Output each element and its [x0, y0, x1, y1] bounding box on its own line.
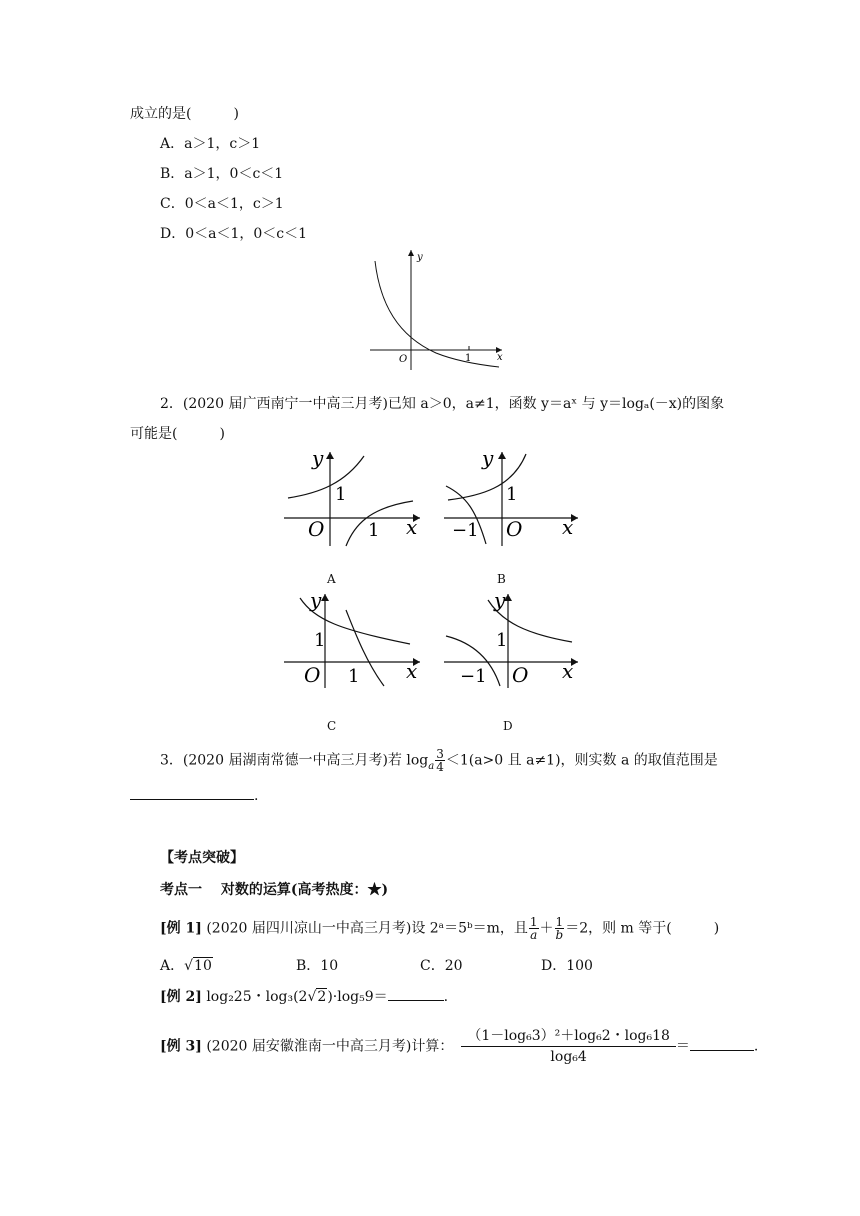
ex1-post: ＝2，则 m 等于( )	[565, 920, 720, 937]
q2d-x: x	[562, 659, 574, 683]
ex1-line	[160, 916, 719, 941]
ex2-end: .	[443, 989, 449, 1005]
q2-label-c: C	[327, 719, 337, 733]
ex1-f1-den: a	[530, 928, 538, 942]
q3-blank[interactable]	[130, 787, 254, 800]
ex2-blank[interactable]	[388, 988, 444, 1001]
q3-pre: 3．(2020 届湖南常德一中高三月考)若 log	[160, 752, 429, 769]
q2a-1y: 1	[335, 484, 347, 505]
q1-stem-tail: 成立的是( )	[130, 106, 239, 122]
ex1-option-c: C．20	[420, 958, 463, 974]
q2c-1y: 1	[314, 630, 326, 651]
q2-label-a: A	[327, 572, 336, 586]
q3-frac-den: 4	[436, 760, 444, 774]
ex1-frac2	[555, 916, 565, 941]
sqrt-icon: √	[184, 958, 194, 974]
q3-sub: a	[428, 760, 435, 772]
q3-frac	[435, 748, 445, 773]
section-point: 考点一 对数的运算(高考热度：★)	[160, 882, 389, 898]
ex3-end: .	[753, 1038, 759, 1055]
q2a-y: y	[312, 448, 324, 470]
q2-label-d: D	[503, 719, 513, 733]
ex1-plus: ＋	[539, 920, 554, 937]
ex1-f1-num: 1	[529, 915, 538, 929]
q1-option-a: A．a＞1，c＞1	[160, 136, 261, 152]
q3-end: .	[254, 788, 259, 804]
q2-graph-d	[440, 590, 585, 690]
ex1-option-a-label: A．	[160, 958, 185, 974]
q2c-o: O	[304, 663, 321, 687]
ex2-label: [例 2]	[160, 989, 202, 1005]
q2a-x: x	[406, 515, 418, 539]
q2d-1y: 1	[496, 630, 508, 651]
ex3-eq: ＝	[675, 1038, 690, 1055]
q1-option-d: D．0＜a＜1，0＜c＜1	[160, 226, 308, 242]
ex3-label: [例 3]	[160, 1038, 202, 1055]
q2d-y: y	[494, 590, 506, 612]
ex1-option-d: D．100	[541, 958, 593, 974]
ex3-blank[interactable]	[690, 1038, 754, 1051]
q2d-o: O	[512, 663, 529, 687]
ex1-option-a	[160, 956, 213, 976]
ex1-frac1	[529, 916, 539, 941]
q3-post: ＜1(a>0 且 a≠1)，则实数 a 的取值范围是	[445, 752, 718, 769]
q3-line	[160, 748, 718, 773]
q3-frac-num: 3	[436, 747, 444, 761]
q1-graph-y: y	[417, 252, 423, 263]
q2c-1x: 1	[348, 666, 360, 687]
q1-option-b: B．a＞1，0＜c＜1	[160, 166, 284, 182]
q2b-1y: 1	[506, 484, 518, 505]
ex1-pre: (2020 届四川凉山一中高三月考)设 2ᵃ＝5ᵇ＝m，且	[201, 920, 528, 937]
ex2-line	[160, 987, 448, 1007]
q1-graph-o: O	[399, 354, 408, 365]
q2a-1x: 1	[368, 520, 380, 541]
q1-graph-1: 1	[465, 353, 472, 364]
q2c-y: y	[310, 590, 322, 612]
q2d-m1: −1	[460, 666, 487, 687]
ex1-f2-num: 1	[555, 915, 564, 929]
ex3-pre: (2020 届安徽淮南一中高三月考)计算：	[201, 1038, 454, 1055]
ex2-sqrt: 2	[317, 989, 327, 1005]
q1-option-c: C．0＜a＜1，c＞1	[160, 196, 284, 212]
q3-answer-line	[130, 786, 258, 806]
sqrt-icon: √	[307, 989, 317, 1005]
q2b-o: O	[506, 517, 523, 541]
q2-graph-b	[440, 448, 585, 548]
q1-graph-x: x	[497, 352, 503, 363]
q2-graph-c	[280, 590, 425, 690]
q2-label-b: B	[497, 572, 506, 586]
q2a-o: O	[308, 517, 325, 541]
ex2-text-a: log₂25・log₃(2	[201, 989, 308, 1005]
ex2-text-b: )·log₅9＝	[327, 989, 388, 1005]
ex1-option-a-sqrt: 10	[194, 958, 212, 974]
q2b-m1: −1	[452, 520, 479, 541]
ex1-f2-den: b	[555, 928, 564, 942]
ex3-line	[160, 1026, 758, 1067]
ex3-num: （1－log₆3）²＋log₆2・log₆18	[461, 1026, 676, 1047]
q2-line1: 2．(2020 届广西南宁一中高三月考)已知 a＞0，a≠1，函数 y＝aˣ 与 y＝logₐ(－x)的图象	[160, 396, 725, 412]
section-title: 【考点突破】	[160, 850, 244, 866]
q1-graph	[366, 244, 506, 374]
ex3-den: log₆4	[550, 1049, 587, 1065]
ex1-label: [例 1]	[160, 920, 202, 937]
q2-line2: 可能是( )	[130, 426, 225, 442]
q2-graph-a	[280, 448, 425, 548]
q2c-x: x	[406, 659, 418, 683]
ex3-frac	[461, 1026, 676, 1067]
q2b-x: x	[562, 515, 574, 539]
q2b-y: y	[482, 448, 494, 470]
ex1-option-b: B．10	[296, 958, 339, 974]
